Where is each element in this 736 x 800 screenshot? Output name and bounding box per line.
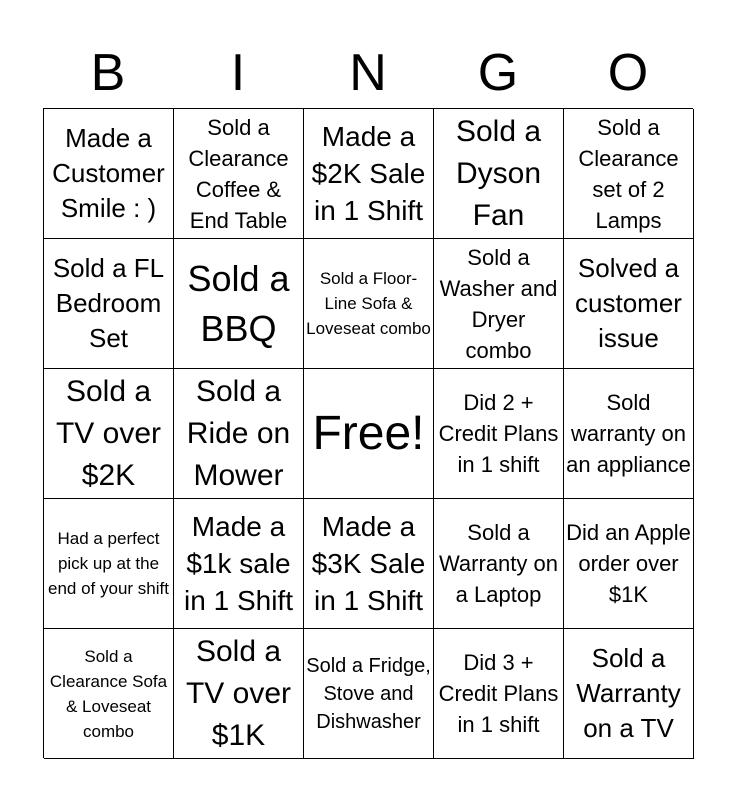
header-letter-i: I [230,44,246,102]
bingo-cell[interactable] [174,109,304,239]
cell-text: Sold a Washer and Dryer combo [439,244,558,363]
cell-text: Did an Apple order over $1K [566,520,691,607]
free-space-cell[interactable] [304,369,434,499]
cell-text: Sold a FL Bedroom Set [52,253,165,353]
cell-text: Sold a Clearance Sofa & Loveseat combo [49,646,168,741]
cell-text: Sold a Clearance set of 2 Lamps [578,114,679,233]
bingo-cell[interactable] [44,239,174,369]
bingo-cell[interactable] [174,629,304,759]
bingo-cell[interactable] [174,499,304,629]
bingo-cell[interactable] [304,629,434,759]
cell-text: Had a perfect pick up at the end of your shift [48,529,169,598]
header-letter-n: N [349,44,387,102]
cell-text: Made a $1k sale in 1 Shift [184,511,293,616]
cell-text: Sold warranty on an appliance [566,390,691,477]
header-letter-o: O [607,44,649,102]
bingo-cell[interactable] [304,109,434,239]
cell-text: Sold a Floor-Line Sofa & Loveseat combo [306,269,431,338]
bingo-cell[interactable] [434,369,564,499]
free-space-text: Free! [312,406,425,460]
bingo-cell[interactable] [174,239,304,369]
cell-text: Sold a Warranty on a Laptop [438,520,558,607]
cell-text: Sold a TV over $2K [55,374,162,492]
cell-text: Did 2 + Credit Plans in 1 shift [438,390,559,477]
bingo-header [43,40,693,106]
cell-text: Sold a TV over $1K [185,634,292,752]
bingo-card-grid [43,108,693,758]
bingo-cell[interactable] [564,369,694,499]
bingo-cell[interactable] [44,369,174,499]
cell-text: Sold a Dyson Fan [455,114,542,232]
bingo-cell[interactable] [564,109,694,239]
bingo-cell[interactable] [304,239,434,369]
header-letter-b: B [90,44,126,102]
cell-text: Sold a Warranty on a TV [576,643,681,743]
bingo-cell[interactable] [564,239,694,369]
bingo-cell[interactable] [434,109,564,239]
bingo-cell[interactable] [174,369,304,499]
bingo-cell[interactable] [44,109,174,239]
bingo-cell[interactable] [434,239,564,369]
cell-text: Sold a Fridge, Stove and Dishwasher [306,654,431,733]
cell-text: Solved a customer issue [575,253,682,353]
bingo-cell[interactable] [44,499,174,629]
cell-text: Made a $2K Sale in 1 Shift [311,121,426,226]
cell-text: Made a Customer Smile : ) [52,123,165,223]
cell-text: Sold a Clearance Coffee & End Table [188,114,289,233]
cell-text: Made a $3K Sale in 1 Shift [311,511,426,616]
cell-text: Sold a Ride on Mower [186,374,291,492]
bingo-cell[interactable] [434,499,564,629]
cell-text: Did 3 + Credit Plans in 1 shift [438,650,559,737]
bingo-cell[interactable] [434,629,564,759]
bingo-cell[interactable] [304,499,434,629]
bingo-cell[interactable] [564,499,694,629]
bingo-cell[interactable] [44,629,174,759]
bingo-cell[interactable] [564,629,694,759]
header-letter-g: G [477,44,519,102]
cell-text: Sold a BBQ [187,257,290,349]
